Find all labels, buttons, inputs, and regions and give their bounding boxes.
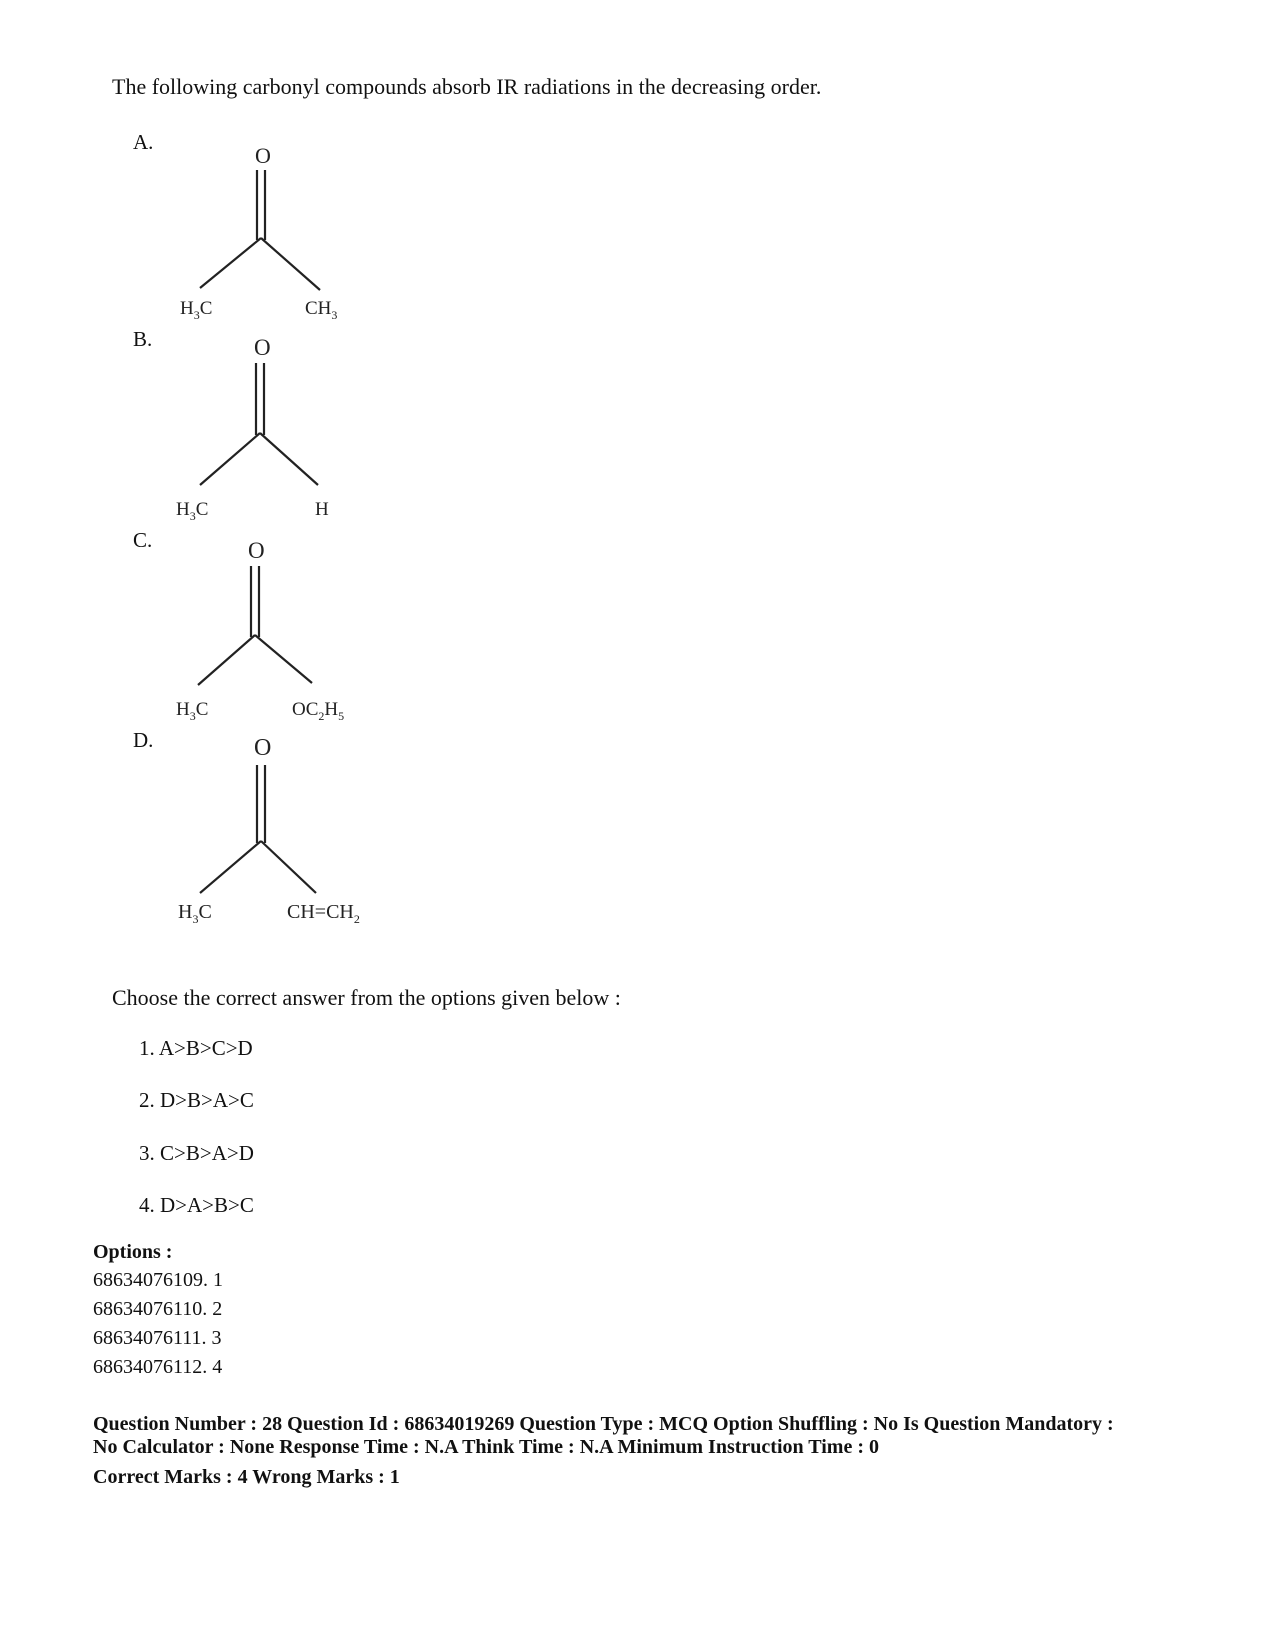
- question-meta-line-1: Question Number : 28 Question Id : 68634019269 Question Type : MCQ Option Shuffling : No Is Question Mandatory :: [93, 1413, 1114, 1435]
- compound-b-label: B.: [133, 327, 153, 351]
- bond-right: [260, 433, 318, 485]
- option-item: 68634076111. 3: [93, 1327, 222, 1349]
- choice-2: 2. D>B>A>C: [139, 1088, 254, 1112]
- right-group: $CH=CH_2$: [287, 901, 360, 926]
- left-group: $H_3C$: [178, 901, 212, 926]
- compound-d-structure: [170, 725, 400, 935]
- compound-c-structure: [170, 525, 390, 725]
- carbonyl-oxygen: O: [248, 538, 265, 563]
- bond-right: [261, 841, 316, 893]
- right-group: $CH_3$: [305, 298, 338, 322]
- options-heading: Options :: [93, 1241, 173, 1263]
- option-item: 68634076112. 4: [93, 1356, 223, 1378]
- bond-left: [200, 433, 260, 485]
- choice-1: 1. A>B>C>D: [139, 1036, 253, 1060]
- compound-a-structure: [170, 130, 370, 330]
- left-group: $H_3C$: [176, 699, 209, 723]
- option-item: 68634076109. 1: [93, 1269, 223, 1291]
- compound-b-structure: [170, 325, 370, 525]
- bond-right: [255, 635, 312, 683]
- right-group: $OC_2H_5$: [292, 699, 345, 723]
- option-item: 68634076110. 2: [93, 1298, 223, 1320]
- question-meta-line-3: Correct Marks : 4 Wrong Marks : 1: [93, 1466, 400, 1488]
- choice-4: 4. D>A>B>C: [139, 1193, 254, 1217]
- left-group: $H_3C$: [180, 298, 213, 322]
- bond-right: [261, 238, 320, 290]
- carbonyl-oxygen: O: [254, 335, 271, 360]
- question-stem: The following carbonyl compounds absorb IR radiations in the decreasing order.: [112, 74, 822, 99]
- compound-a-label: A.: [133, 130, 154, 154]
- carbonyl-oxygen: O: [254, 735, 272, 761]
- choose-instruction: Choose the correct answer from the options given below :: [112, 985, 621, 1010]
- carbonyl-oxygen: O: [255, 143, 271, 168]
- left-group: $H_3C$: [176, 499, 209, 523]
- right-group: H: [315, 499, 329, 520]
- compound-d-label: D.: [133, 728, 154, 752]
- bond-left: [200, 841, 261, 893]
- choice-3: 3. C>B>A>D: [139, 1141, 254, 1165]
- bond-left: [200, 238, 261, 288]
- bond-left: [198, 635, 255, 685]
- question-meta-line-2: No Calculator : None Response Time : N.A Think Time : N.A Minimum Instruction Time : 0: [93, 1436, 879, 1458]
- compound-c-label: C.: [133, 528, 153, 552]
